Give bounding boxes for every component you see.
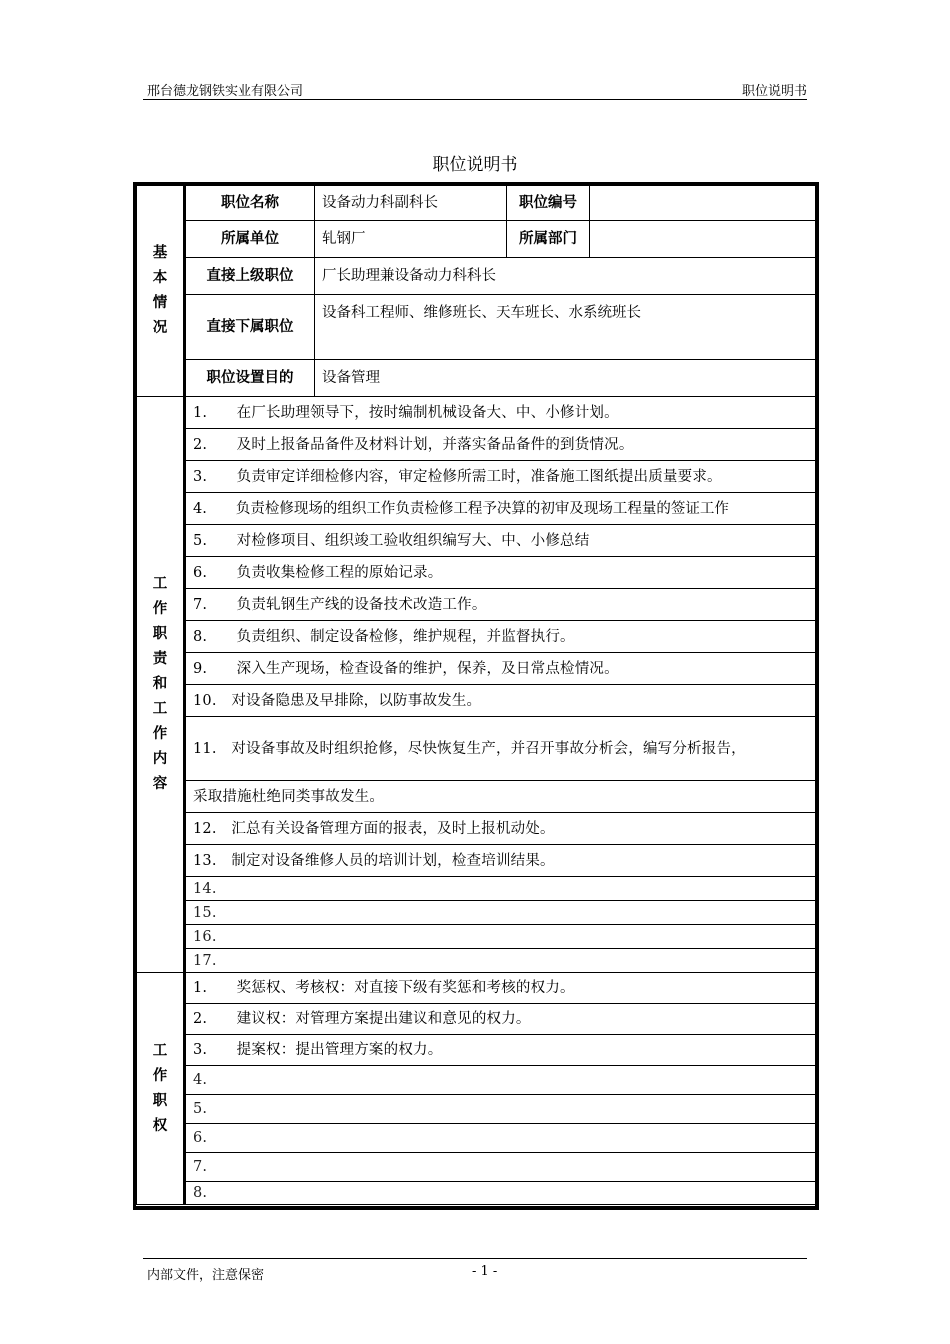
duty-item: 8. 负责组织、制定设备检修，维护规程，并监督执行。 [185,621,816,653]
header-company: 邢台德龙钢铁实业有限公司 [147,84,304,99]
duty-item: 3. 负责审定详细检修内容，审定检修所需工时，准备施工图纸提出质量要求。 [185,461,816,493]
authority-item: 8. [185,1182,816,1205]
duty-item: 13. 制定对设备维修人员的培训计划，检查培训结果。 [185,845,816,877]
dept-value [590,221,816,258]
position-no-value [590,186,816,221]
duty-item: 14. [185,877,816,901]
footer-page-number: - 1 - [472,1264,498,1279]
duty-item: 15. [185,901,816,925]
footer-rule [143,1258,807,1259]
subordinate-value: 设备科工程师、维修班长、天车班长、水系统班长 [315,295,816,360]
position-no-label: 职位编号 [507,186,590,221]
duty-item: 5. 对检修项目、组织竣工验收组织编写大、中、小修总结 [185,525,816,557]
footer-confidential: 内部文件，注意保密 [147,1268,265,1283]
header-rule [143,99,807,100]
section-authority-label: 工作职权 [137,973,185,1205]
duty-item: 2. 及时上报备品备件及材料计划，并落实备品备件的到货情况。 [185,429,816,461]
unit-value: 轧钢厂 [315,221,507,258]
dept-label: 所属部门 [507,221,590,258]
purpose-label: 职位设置目的 [185,360,315,397]
authority-item: 6. [185,1124,816,1153]
duty-item: 9. 深入生产现场，检查设备的维护，保养，及日常点检情况。 [185,653,816,685]
section-duties-label: 工作职责和工作内容 [137,397,185,973]
duty-item: 采取措施杜绝同类事故发生。 [185,781,816,813]
authority-item: 1. 奖惩权、考核权：对直接下级有奖惩和考核的权力。 [185,973,816,1004]
duty-item: 12. 汇总有关设备管理方面的报表，及时上报机动处。 [185,813,816,845]
position-name-label: 职位名称 [185,186,315,221]
authority-item: 3. 提案权：提出管理方案的权力。 [185,1035,816,1066]
duty-item: 17. [185,949,816,973]
duty-item: 11. 对设备事故及时组织抢修，尽快恢复生产，并召开事故分析会，编写分析报告， [185,717,816,781]
unit-label: 所属单位 [185,221,315,258]
header-doc-type: 职位说明书 [741,84,807,99]
subordinate-label: 直接下属职位 [185,295,315,360]
job-description-table [136,185,816,1205]
duty-item: 7. 负责轧钢生产线的设备技术改造工作。 [185,589,816,621]
authority-item: 5. [185,1095,816,1124]
duty-item: 10. 对设备隐患及早排除，以防事故发生。 [185,685,816,717]
authority-item: 7. [185,1153,816,1182]
duty-item: 1. 在厂长助理领导下，按时编制机械设备大、中、小修计划。 [185,397,816,429]
duty-item: 16. [185,925,816,949]
section-basic-label: 基本情况 [137,186,185,397]
page-title: 职位说明书 [432,155,518,175]
authority-item: 4. [185,1066,816,1095]
superior-label: 直接上级职位 [185,258,315,295]
position-name-value: 设备动力科副科长 [315,186,507,221]
duty-item: 6. 负责收集检修工程的原始记录。 [185,557,816,589]
duty-item: 4. 负责检修现场的组织工作负责检修工程予决算的初审及现场工程量的签证工作 [185,493,816,525]
purpose-value: 设备管理 [315,360,816,397]
authority-item: 2. 建议权：对管理方案提出建议和意见的权力。 [185,1004,816,1035]
superior-value: 厂长助理兼设备动力科科长 [315,258,816,295]
